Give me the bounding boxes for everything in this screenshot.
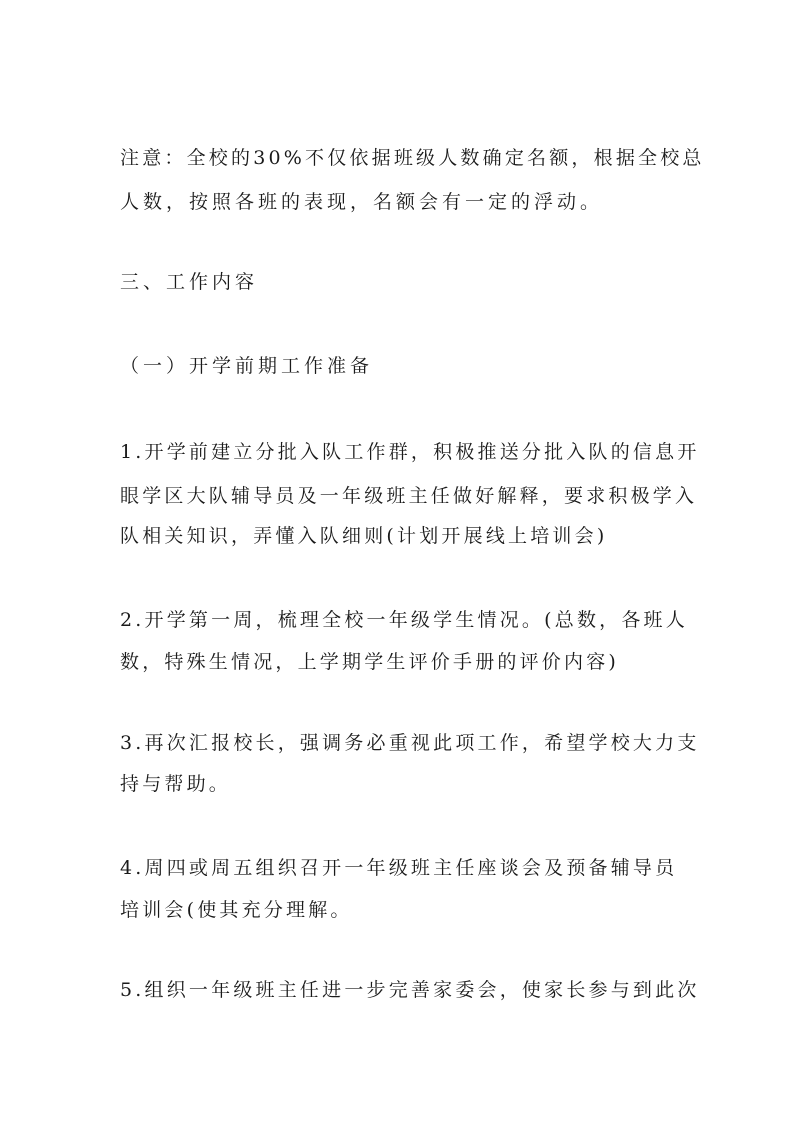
subsection-heading: （一）开学前期工作准备 <box>120 355 374 377</box>
item-2-line-2: 数，特殊生情况，上学期学生评价手册的评价内容) <box>120 651 620 673</box>
item-3-line-1: 3.再次汇报校长，强调务必重视此项工作，希望学校大力支 <box>120 732 700 754</box>
item-1-line-3: 队相关知识，弄懂入队细则(计划开展线上培训会) <box>120 525 608 547</box>
section-heading: 三、工作内容 <box>120 271 259 293</box>
item-1-line-1: 1.开学前建立分批入队工作群，积极推送分批入队的信息开 <box>120 441 700 463</box>
item-4-line-1: 4.周四或周五组织召开一年级班主任座谈会及预备辅导员 <box>120 857 678 879</box>
note-line-1: 注意：全校的30%不仅依据班级人数确定名额，根据全校总 <box>120 147 705 169</box>
item-4-line-2: 培训会(使其充分理解。 <box>120 899 353 921</box>
item-1-line-2: 眼学区大队辅导员及一年级班主任做好解释，要求积极学入 <box>120 485 698 507</box>
item-2-line-1: 2.开学第一周，梳理全校一年级学生情况。(总数，各班人 <box>120 609 688 631</box>
note-line-2: 人数，按照各班的表现，名额会有一定的浮动。 <box>120 191 604 213</box>
item-3-line-2: 持与帮助。 <box>120 773 232 795</box>
item-5-line-1: 5.组织一年级班主任进一步完善家委会，使家长参与到此次 <box>120 979 700 1001</box>
